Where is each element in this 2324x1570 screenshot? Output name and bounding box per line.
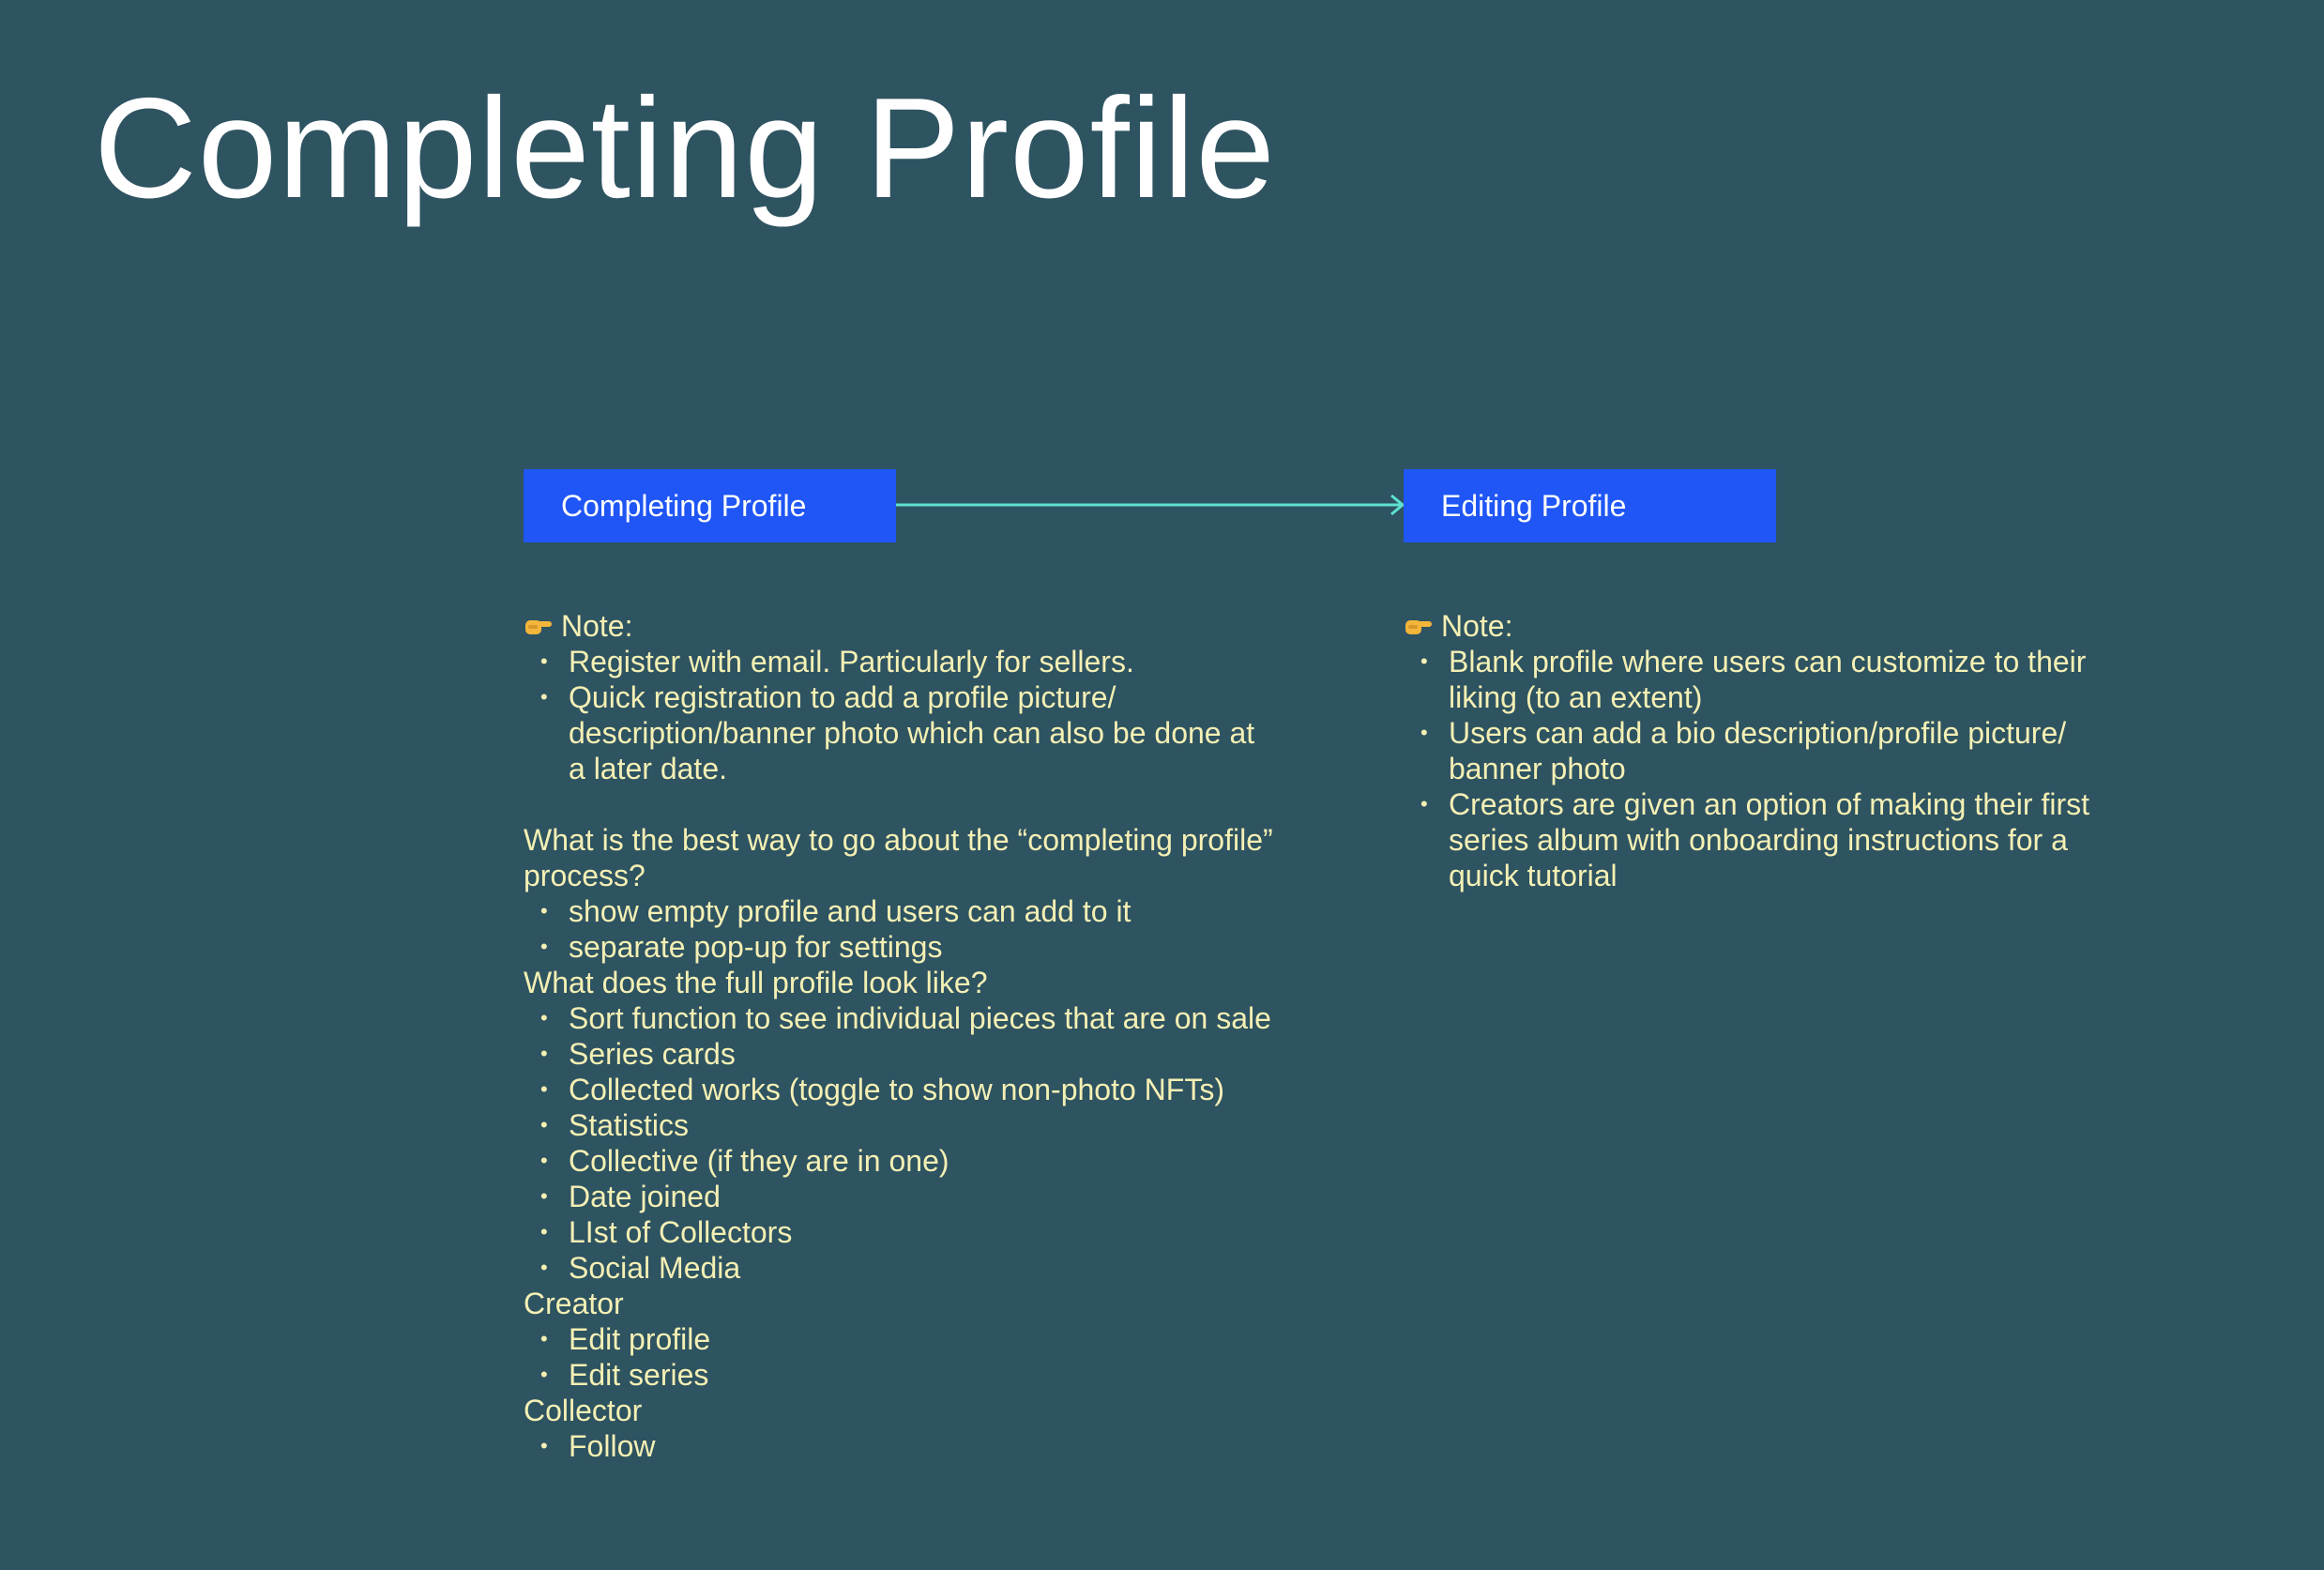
list-item: • Date joined — [540, 1180, 721, 1213]
list-item: • show empty profile and users can add to it — [540, 894, 1132, 928]
list-item: • Sort function to see individual pieces that are on sale — [540, 1001, 1271, 1035]
question-text: What is the best way to go about the “completing profile” process? — [524, 823, 1273, 892]
collector-label: Collector — [524, 1394, 643, 1427]
flow-node-editing-profile[interactable]: Editing Profile — [1404, 469, 1776, 542]
list-item: • Users can add a bio description/profile picture/ banner photo — [1420, 716, 2067, 785]
pointing-hand-icon — [1404, 612, 1434, 640]
list-item: • LIst of Collectors — [540, 1215, 793, 1249]
question-text: What does the full profile look like? — [524, 966, 988, 999]
note-heading-row — [524, 608, 1274, 644]
creator-label: Creator — [524, 1287, 624, 1320]
list-item: • Collective (if they are in one) — [540, 1144, 949, 1178]
note-heading: Note: — [1441, 609, 1513, 643]
list-item: • Series cards — [540, 1037, 736, 1071]
note-bullet-list — [524, 644, 1274, 786]
list-item: • Edit profile — [540, 1322, 711, 1356]
list-item: • Statistics — [540, 1108, 690, 1142]
list-item: • Blank profile where users can customize to their liking (to an extent) — [1420, 645, 2087, 714]
creator-action-list — [524, 1321, 1274, 1393]
question-answer-list — [524, 893, 1274, 965]
note-bullet-list — [1404, 644, 2117, 893]
list-item: • Quick registration to add a profile picture/ description/banner photo which can also be done at a later date. — [540, 680, 1255, 785]
pointing-hand-icon — [524, 612, 554, 640]
list-item: • Edit series — [540, 1358, 709, 1392]
flow-node-completing-profile[interactable]: Completing Profile — [524, 469, 896, 542]
list-item: • Collected works (toggle to show non-photo NFTs) — [540, 1073, 1224, 1106]
full-profile-feature-list — [524, 1000, 1274, 1286]
list-item: • Follow — [540, 1429, 656, 1463]
collector-action-list — [524, 1428, 1274, 1464]
list-item: • Social Media — [540, 1251, 741, 1285]
list-item: • separate pop-up for settings — [540, 930, 943, 964]
flow-connector-arrow[interactable] — [896, 492, 1407, 518]
note-heading: Note: — [561, 609, 633, 643]
note-editing-profile — [1404, 608, 2117, 893]
list-item: • Register with email. Particularly for sellers. — [540, 645, 1134, 678]
list-item: • Creators are given an option of making their first series album with onboarding instructions for a quick tutorial — [1420, 787, 2089, 892]
note-heading-row — [1404, 608, 2117, 644]
page-title: Completing Profile — [94, 69, 1276, 228]
note-completing-profile — [524, 608, 1274, 1464]
